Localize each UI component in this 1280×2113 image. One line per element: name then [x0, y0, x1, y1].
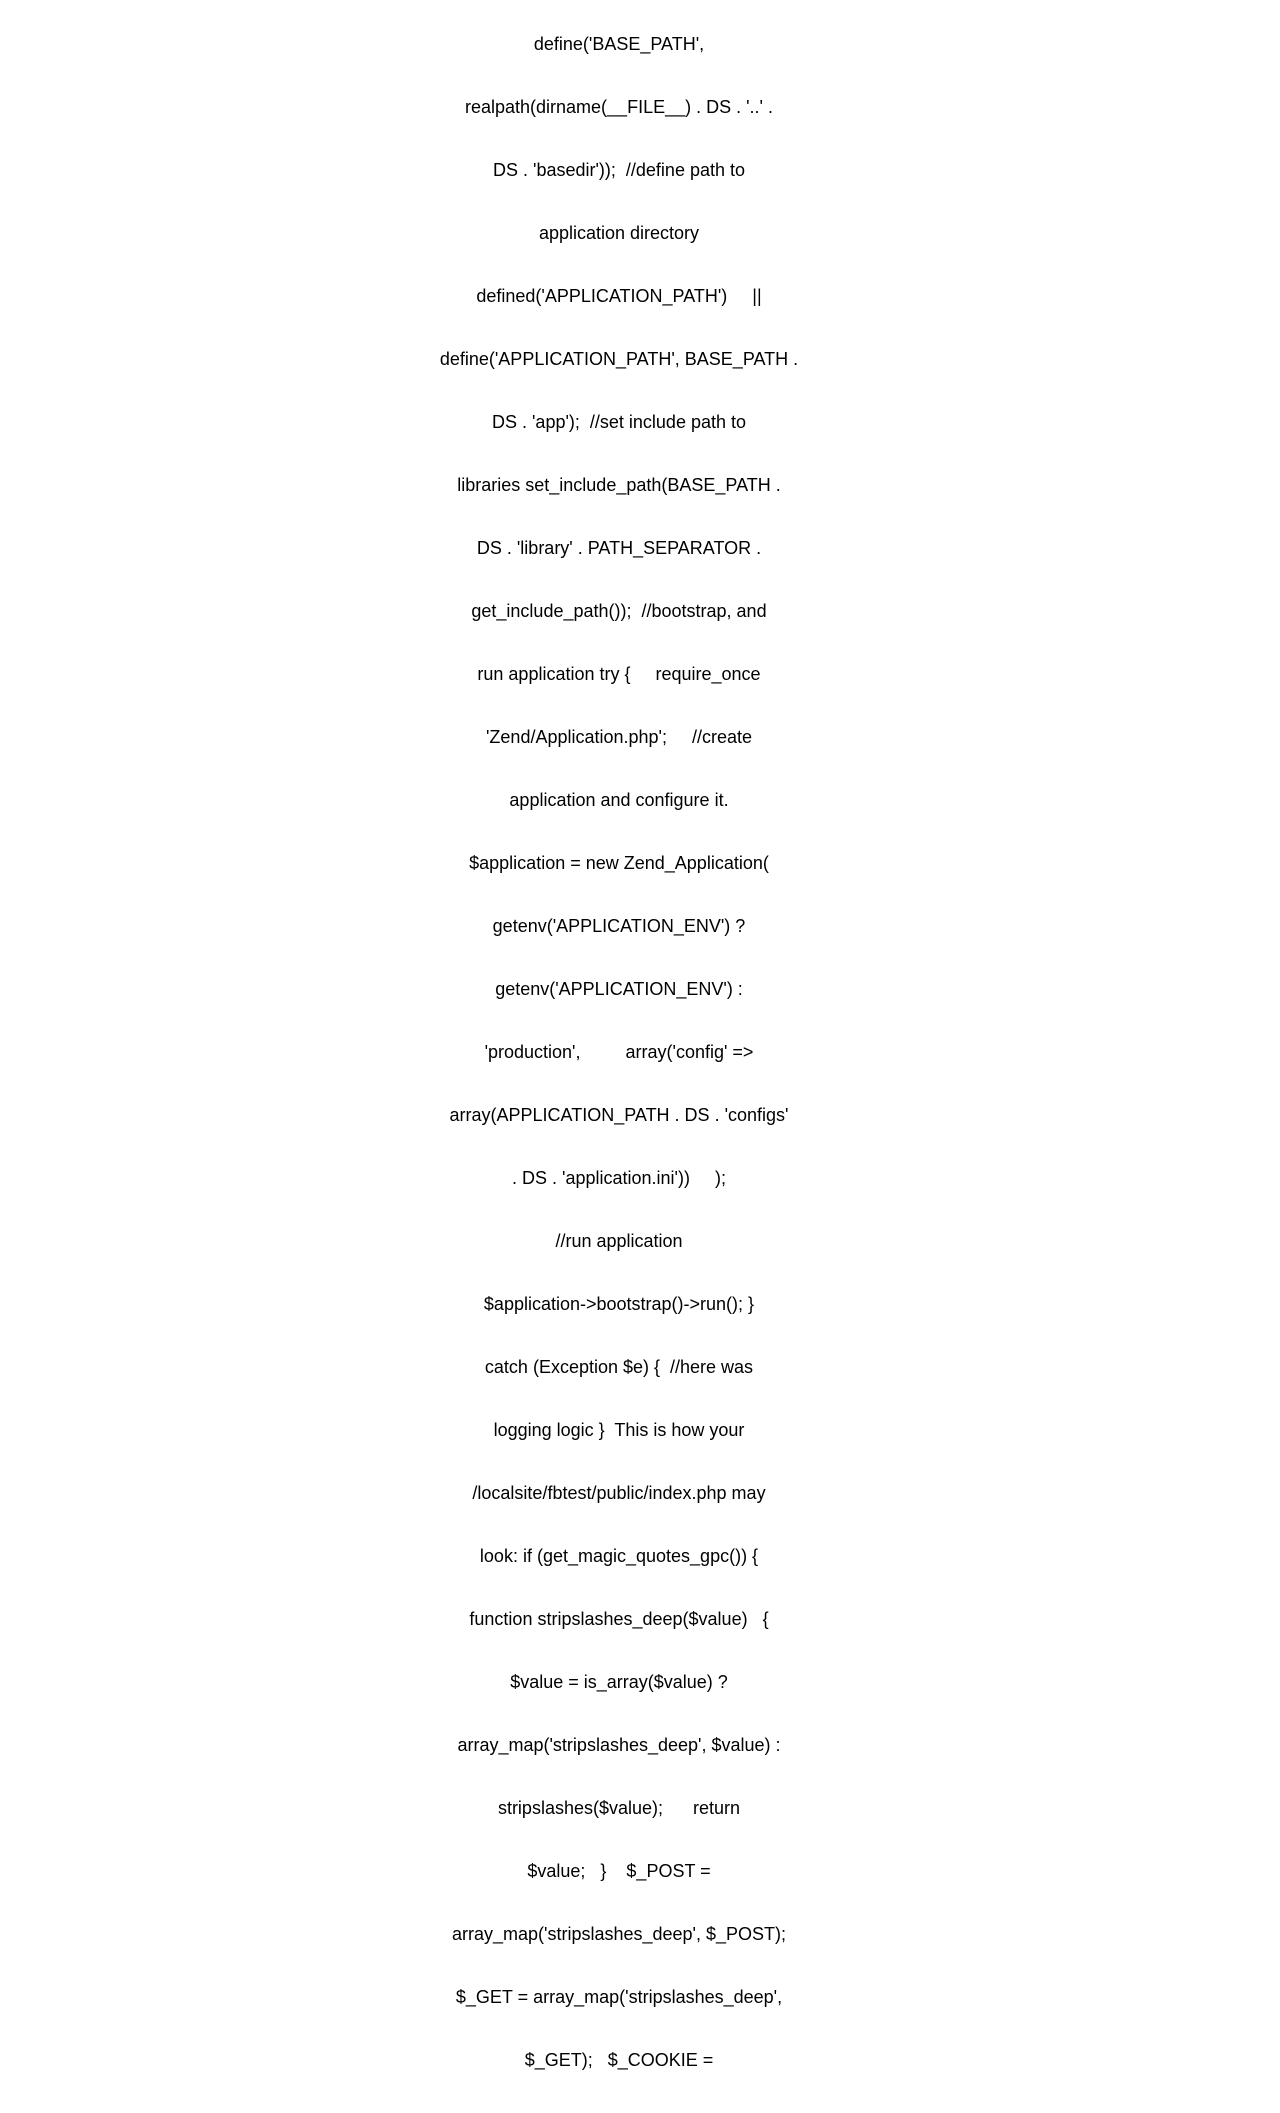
- code-line: application directory: [538, 223, 700, 243]
- code-line: 'Zend/Application.php'; //create: [485, 727, 753, 747]
- code-line: $value = is_array($value) ?: [510, 1672, 728, 1692]
- code-line: . DS . 'application.ini')) );: [512, 1168, 726, 1188]
- code-line: array(APPLICATION_PATH . DS . 'configs': [449, 1105, 789, 1125]
- code-line: define('BASE_PATH',: [533, 34, 705, 54]
- code-line: logging logic } This is how your: [493, 1420, 745, 1440]
- code-line: catch (Exception $e) { //here was: [484, 1357, 754, 1377]
- code-line: get_include_path()); //bootstrap, and: [471, 601, 767, 621]
- code-line: //run application: [555, 1231, 683, 1251]
- code-line: application and configure it.: [509, 790, 729, 810]
- code-line: run application try { require_once: [477, 664, 761, 684]
- code-line: define('APPLICATION_PATH', BASE_PATH .: [439, 349, 799, 369]
- code-line: look: if (get_magic_quotes_gpc()) {: [479, 1546, 759, 1566]
- code-line: $application = new Zend_Application(: [469, 853, 769, 873]
- code-line: DS . 'basedir')); //define path to: [493, 160, 745, 180]
- code-line: DS . 'library' . PATH_SEPARATOR .: [476, 538, 762, 558]
- code-line: $_GET); $_COOKIE =: [524, 2050, 714, 2070]
- code-text-block: [434, 0, 804, 2113]
- code-line: $application->bootstrap()->run(); }: [483, 1294, 755, 1314]
- code-line: realpath(dirname(__FILE__) . DS . '..' .: [464, 97, 773, 117]
- code-line: function stripslashes_deep($value) {: [469, 1609, 769, 1629]
- code-line: array_map('stripslashes_deep', $value) :: [457, 1735, 781, 1755]
- code-line: /localsite/fbtest/public/index.php may: [472, 1483, 766, 1503]
- code-line: stripslashes($value); return: [497, 1798, 741, 1818]
- code-line: getenv('APPLICATION_ENV') ?: [492, 916, 746, 936]
- code-line: $_GET = array_map('stripslashes_deep',: [455, 1987, 783, 2007]
- code-line: $value; } $_POST =: [527, 1861, 711, 1881]
- code-line: getenv('APPLICATION_ENV') :: [495, 979, 743, 999]
- code-line: 'production', array('config' =>: [484, 1042, 754, 1062]
- code-line: array_map('stripslashes_deep', $_POST);: [451, 1924, 787, 1944]
- code-line: defined('APPLICATION_PATH') ||: [476, 286, 762, 306]
- code-line: DS . 'app'); //set include path to: [491, 412, 746, 432]
- code-line: libraries set_include_path(BASE_PATH .: [457, 475, 781, 495]
